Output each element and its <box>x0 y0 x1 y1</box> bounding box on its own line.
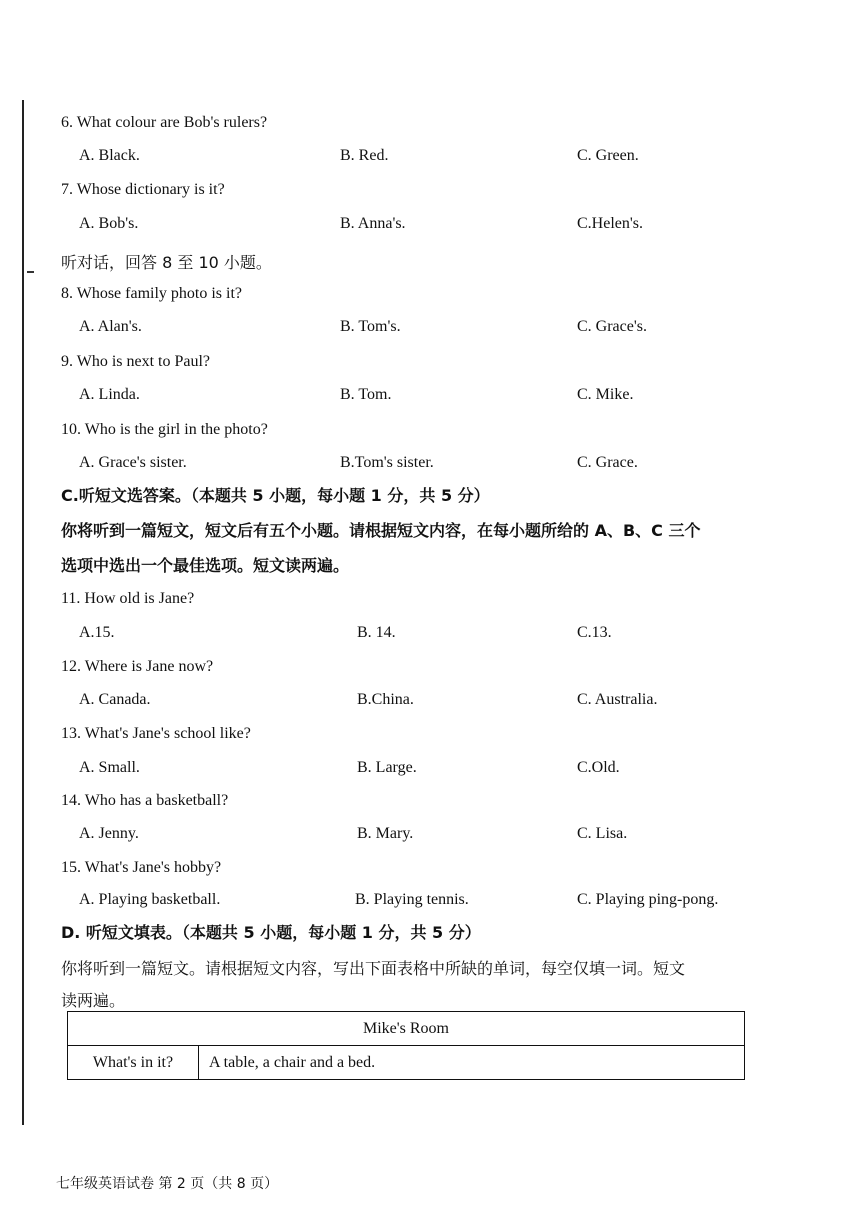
options-15 <box>0 891 867 913</box>
option-b: B. Tom's. <box>340 318 401 335</box>
question-8: 8. Whose family photo is it? <box>61 285 243 302</box>
question-13: 13. What's Jane's school like? <box>61 725 251 742</box>
option-b: B. Mary. <box>357 825 414 842</box>
option-b: B. Anna's. <box>340 215 406 232</box>
option-c: C. Grace's. <box>577 318 647 335</box>
options-14 <box>0 825 867 847</box>
option-a: A. Playing basketball. <box>79 891 221 908</box>
options-10 <box>0 454 867 476</box>
options-13 <box>0 759 867 781</box>
options-6 <box>0 147 867 169</box>
section-c-instruction-2: 选项中选出一个最佳选项。短文读两遍。 <box>61 556 350 575</box>
option-c: C. Mike. <box>577 386 634 403</box>
options-8 <box>0 318 867 340</box>
question-15: 15. What's Jane's hobby? <box>61 859 222 876</box>
option-c: C.Helen's. <box>577 215 643 232</box>
table-title-row <box>68 1012 745 1046</box>
option-a: A. Canada. <box>79 691 151 708</box>
option-b: B.China. <box>357 691 414 708</box>
option-c: C. Green. <box>577 147 639 164</box>
table-title: Mike's Room <box>68 1012 745 1046</box>
options-7 <box>0 215 867 237</box>
question-7: 7. Whose dictionary is it? <box>61 181 225 198</box>
option-c: C. Australia. <box>577 691 658 708</box>
option-a: A. Alan's. <box>79 318 142 335</box>
question-6: 6. What colour are Bob's rulers? <box>61 114 268 131</box>
option-b: B. Large. <box>357 759 417 776</box>
question-9: 9. Who is next to Paul? <box>61 353 211 370</box>
section-c-heading: C.听短文选答案。（本题共 5 小题，每小题 1 分，共 5 分） <box>61 486 490 505</box>
option-c: C.Old. <box>577 759 620 776</box>
option-b: B.Tom's sister. <box>340 454 434 471</box>
option-a: A. Small. <box>79 759 140 776</box>
options-9 <box>0 386 867 408</box>
option-b: B. Playing tennis. <box>355 891 469 908</box>
table-row-value: A table, a chair and a bed. <box>199 1046 745 1080</box>
option-a: A. Black. <box>79 147 140 164</box>
option-c: C. Playing ping-pong. <box>577 891 719 908</box>
room-table <box>67 1011 745 1080</box>
options-12 <box>0 691 867 713</box>
option-a: A. Bob's. <box>79 215 139 232</box>
option-b: B. Tom. <box>340 386 392 403</box>
option-b: B. 14. <box>357 624 396 641</box>
option-c: C.13. <box>577 624 612 641</box>
section-d-instruction-2: 读两遍。 <box>61 991 126 1010</box>
option-a: A. Jenny. <box>79 825 139 842</box>
table-row-label: What's in it? <box>68 1046 199 1080</box>
option-c: C. Lisa. <box>577 825 628 842</box>
question-12: 12. Where is Jane now? <box>61 658 214 675</box>
section-d-instruction-1: 你将听到一篇短文。请根据短文内容，写出下面表格中所缺的单词，每空仅填一词。短文 <box>61 959 686 978</box>
margin-line <box>22 100 24 1125</box>
section-d-heading: D. 听短文填表。（本题共 5 小题，每小题 1 分，共 5 分） <box>61 923 481 942</box>
page-footer: 七年级英语试卷 第 2 页（共 8 页） <box>56 1176 279 1192</box>
option-c: C. Grace. <box>577 454 638 471</box>
section-c-instruction-1: 你将听到一篇短文，短文后有五个小题。请根据短文内容，在每小题所给的 A、B、C 三个 <box>61 521 701 540</box>
margin-tick <box>27 271 34 273</box>
question-10: 10. Who is the girl in the photo? <box>61 421 268 438</box>
question-11: 11. How old is Jane? <box>61 590 195 607</box>
table-row <box>68 1046 745 1080</box>
option-a: A. Linda. <box>79 386 140 403</box>
option-a: A. Grace's sister. <box>79 454 187 471</box>
option-a: A.15. <box>79 624 115 641</box>
options-11 <box>0 624 867 646</box>
option-b: B. Red. <box>340 147 389 164</box>
dialog-note: 听对话，回答 8 至 10 小题。 <box>61 253 272 272</box>
question-14: 14. Who has a basketball? <box>61 792 229 809</box>
